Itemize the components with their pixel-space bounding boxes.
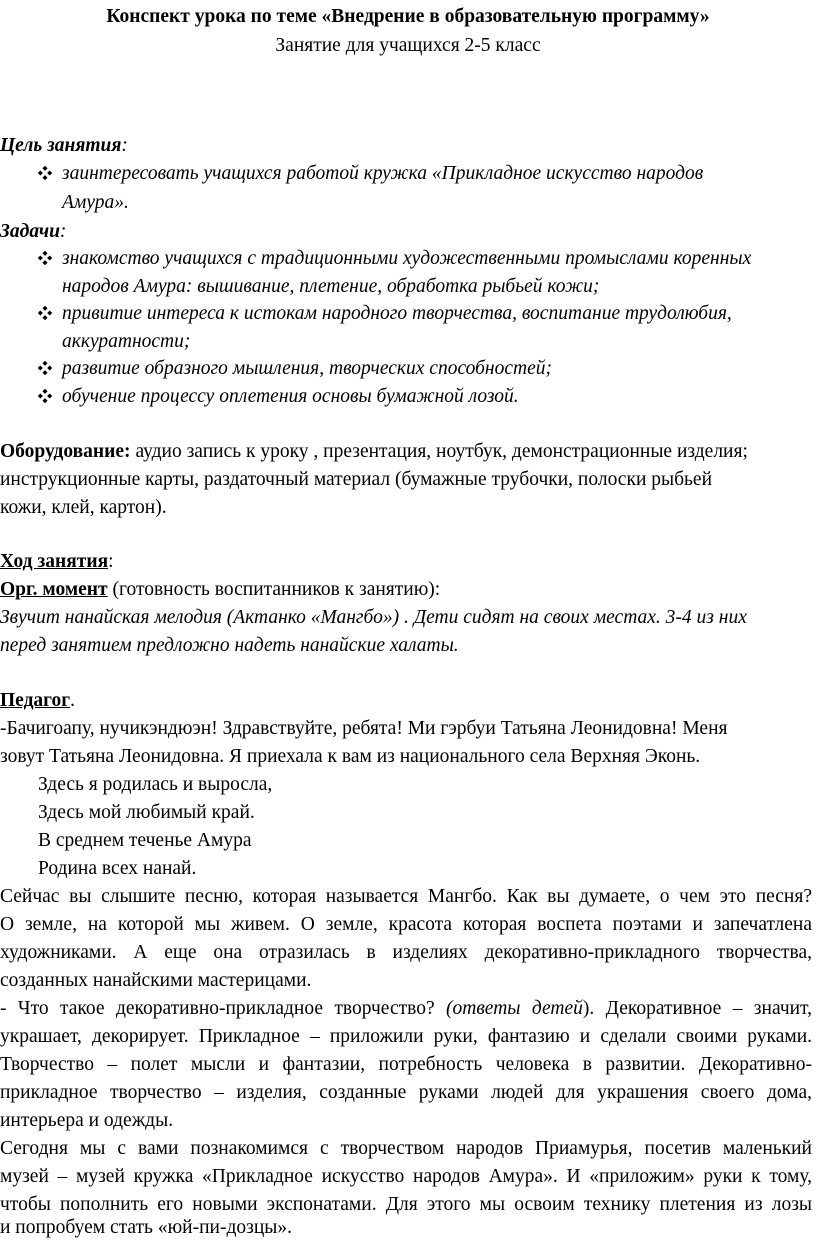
question-text: - Что такое декоративно-прикладное творчество? xyxy=(0,998,435,1019)
stage-direction-line: Звучит нанайская мелодия (Актанко «Мангбо») . Дети сидят на своих местах. 3-4 из них xyxy=(0,607,747,628)
equipment-line: кожи, клей, картон). xyxy=(0,497,167,518)
org-moment-label: Орг. момент xyxy=(0,579,108,600)
document-title: Конспект урока по теме «Внедрение в образовательную программу» xyxy=(106,6,710,27)
poem-line: В среднем теченье Амура xyxy=(38,830,252,851)
paragraph-line: украшает, декорирует. Прикладное – приложили руки, фантазию и сделали своими руками. xyxy=(0,1026,812,1047)
diamond-bullet-icon xyxy=(38,389,52,403)
paragraph-line: чтобы пополнить его новыми экспонатами. Для этого мы освоим технику плетения из лозы xyxy=(0,1194,812,1215)
greeting-line: -Бачигоапу, нучикэндюэн! Здравствуйте, ребята! Ми гэрбуи Татьяна Леонидовна! Меня xyxy=(0,718,728,739)
tasks-label: Задачи xyxy=(0,221,60,242)
task-item-line: знакомство учащихся с традиционными художественными промыслами коренных xyxy=(62,248,752,269)
tasks-colon: : xyxy=(59,221,67,242)
greeting-line: зовут Татьяна Леонидовна. Я приехала к вам из национального села Верхняя Эконь. xyxy=(0,746,701,767)
diamond-bullet-icon xyxy=(38,166,52,180)
task-item-line: обучение процессу оплетения основы бумажной лозой. xyxy=(62,386,519,407)
task-item-line: народов Амура: вышивание, плетение, обработка рыбьей кожи; xyxy=(62,276,600,297)
poem-line: Здесь мой любимый край. xyxy=(38,802,255,823)
paragraph-line: О земле, на которой мы живем. О земле, красота которая воспета поэтами и запечатлена xyxy=(0,914,812,935)
paragraph-line: созданных нанайскими мастерицами. xyxy=(0,970,312,991)
goal-label: Цель занятия xyxy=(0,135,122,156)
poem-line: Родина всех нанай. xyxy=(38,858,197,879)
equipment-line xyxy=(0,437,748,466)
goal-colon: : xyxy=(121,135,128,156)
org-moment-line xyxy=(0,575,440,604)
task-item-line: аккуратности; xyxy=(62,331,191,352)
paragraph-line: художниками. А еще она отразилась в изделиях декоративно-прикладного творчества, xyxy=(0,942,812,963)
paragraph-line: прикладное творчество – изделия, созданные руками людей для украшения своего дома, xyxy=(0,1082,812,1103)
teacher-label: Педагог xyxy=(0,690,71,711)
teacher-period: . xyxy=(70,690,76,711)
document-subtitle: Занятие для учащихся 2-5 класс xyxy=(275,35,541,56)
paragraph-line: музей – музей кружка «Прикладное искусство народов Амура». И «приложим» руки к тому, xyxy=(0,1166,812,1187)
paragraph-line: Сейчас вы слышите песню, которая называется Мангбо. Как вы думаете, о чем это песня? xyxy=(0,886,812,907)
diamond-bullet-icon xyxy=(38,306,52,320)
teacher-heading xyxy=(0,686,75,715)
goal-item-line: Амура». xyxy=(62,192,129,213)
goal-item-line: заинтересовать учащихся работой кружка «Прикладное искусство народов xyxy=(62,163,704,184)
paragraph-line xyxy=(0,994,812,1023)
goal-heading xyxy=(0,131,128,160)
paragraph-line: Творчество – полет мысли и фантазии, потребность человека в развитии. Декоративно- xyxy=(0,1054,812,1075)
course-heading xyxy=(0,547,114,576)
equipment-line: инструкционные карты, раздаточный материал (бумажные трубочки, полоски рыбьей xyxy=(0,469,713,490)
equipment-text: аудио запись к уроку , презентация, ноутбук, демонстрационные изделия; xyxy=(135,441,748,462)
poem-line: Здесь я родилась и выросла, xyxy=(38,774,273,795)
paragraph-line: интерьера и одежды. xyxy=(0,1110,174,1131)
course-colon: : xyxy=(108,551,114,572)
course-label: Ход занятия xyxy=(0,551,109,572)
answers-note: (ответы детей xyxy=(446,998,583,1019)
paragraph-line: и попробуем стать «юй-пи-дозцы». xyxy=(0,1217,292,1238)
tasks-heading xyxy=(0,217,66,246)
task-item-line: привитие интереса к истокам народного творчества, воспитание трудолюбия, xyxy=(62,303,732,324)
diamond-bullet-icon xyxy=(38,361,52,375)
diamond-bullet-icon xyxy=(38,251,52,265)
equipment-label: Оборудование: xyxy=(0,441,131,462)
paragraph-line: Сегодня мы с вами познакомимся с творчеством народов Приамурья, посетив маленький xyxy=(0,1138,812,1159)
org-moment-text: (готовность воспитанников к занятию): xyxy=(112,579,441,600)
task-item-line: развитие образного мышления, творческих способностей; xyxy=(62,358,552,379)
stage-direction-line: перед занятием предложно надеть нанайские халаты. xyxy=(0,635,459,656)
question-rest: ). Декоративное – значит, xyxy=(582,998,812,1019)
